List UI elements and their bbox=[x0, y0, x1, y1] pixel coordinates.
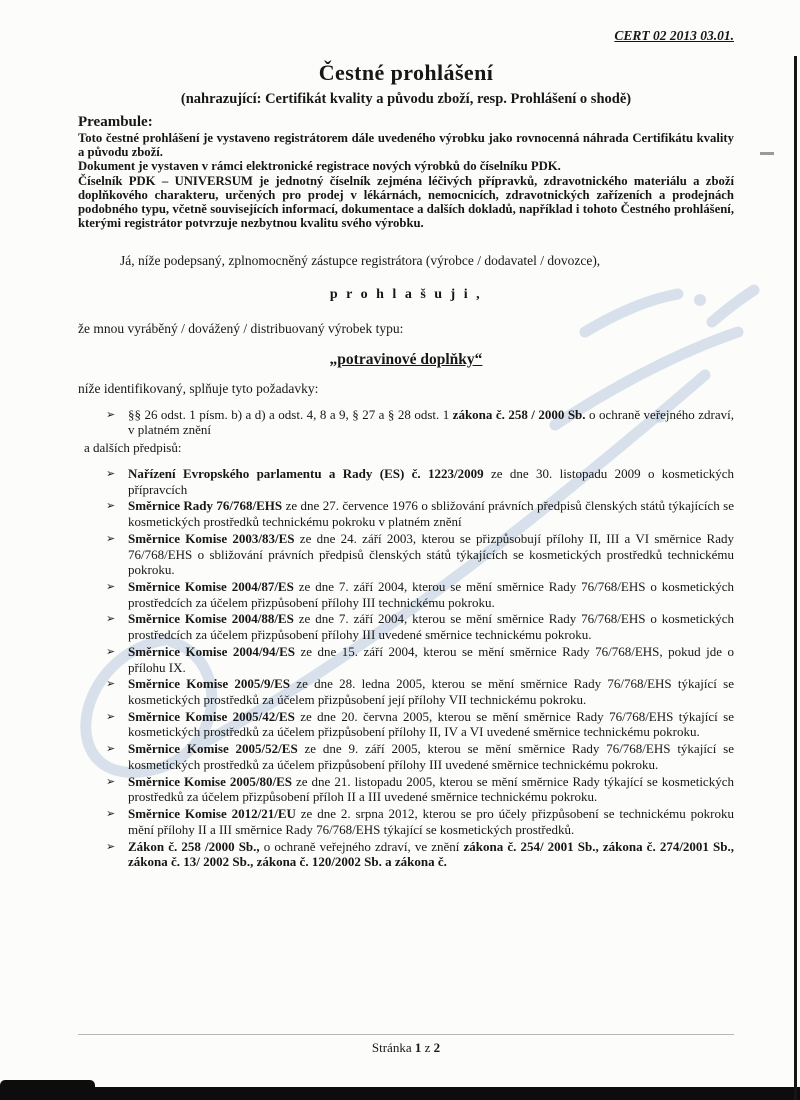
text-segment: ze dne 9. září 2005, kterou se mění směrnice Rady 76/768/EHS týkající se kosmetických prostředků za účelem přizpůsobení přílohy III uvedené směrnice technickému pokroku. bbox=[128, 741, 734, 772]
text-segment: 2 bbox=[433, 1040, 441, 1055]
declaration-verb: p r o h l a š u j i , bbox=[329, 286, 483, 302]
arrow-bullet-icon: ➢ bbox=[106, 580, 116, 593]
requirement-text bbox=[128, 611, 734, 642]
footer-page-number bbox=[78, 1034, 734, 1056]
text-segment: Směrnice Komise 2003/83/ES bbox=[128, 530, 295, 546]
product-line: že mnou vyráběný / dovážený / distribuovaný výrobek typu: bbox=[78, 320, 404, 336]
requirement-item bbox=[106, 644, 734, 675]
text-segment: ze dne 20. června 2005, kterou se mění směrnice Rady 76/768/EHS týkající se kosmetických prostředků za účelem přizpůsobení přílohy II, IV a VI uvedené směrnice technickému pokroku. bbox=[128, 708, 734, 740]
scan-artifact-right-edge bbox=[794, 56, 797, 1100]
requirement-item bbox=[106, 741, 734, 772]
requirement-text bbox=[128, 741, 734, 772]
text-segment: ze dne 30. listopadu 2009 o kosmetických přípravcích bbox=[128, 465, 734, 497]
text-segment: Směrnice Komise 2005/42/ES bbox=[128, 708, 295, 724]
regulations-list bbox=[78, 466, 734, 870]
requirement-text bbox=[128, 644, 734, 675]
text-segment: zákona č. 254/ 2001 Sb., zákona č. 274/2001 Sb., zákona č. 13/ 2002 Sb., zákona č. 120/2002 Sb. a zákona č. bbox=[128, 838, 734, 870]
preamble-paragraph: Číselník PDK – UNIVERSUM je jednotný číselník zejména léčivých přípravků, zdravotnického materiálu a zboží doplňkového charakteru, určených pro prodej v lékárnách, nemocnicích, zdravotnických zařízeních a prodejnách podobného typu, včetně souvisejících informací, dokumentace a dalších dokladů, například i tohoto Čestného prohlášení, kterými registrátor potvrzuje nezbytnou kvalitu svého výrobku. bbox=[78, 173, 734, 231]
document-ref: CERT 02 2013 03.01. bbox=[614, 28, 734, 43]
text-segment: Směrnice Komise 2004/94/ES bbox=[128, 643, 295, 659]
text-segment: ze dne 27. července 1976 o sbližování právních předpisů členských států týkajících se kosmetických prostředků technickému pokroku v platném znění bbox=[128, 498, 734, 530]
text-segment: zákona č. 258 / 2000 Sb. bbox=[452, 406, 586, 422]
text-segment: Směrnice Komise 2005/52/ES bbox=[128, 741, 298, 757]
arrow-bullet-icon: ➢ bbox=[106, 407, 116, 421]
requirement-text bbox=[128, 806, 734, 837]
arrow-bullet-icon: ➢ bbox=[106, 466, 116, 480]
text-segment: Směrnice Komise 2005/80/ES bbox=[128, 773, 292, 789]
arrow-bullet-icon: ➢ bbox=[106, 677, 116, 691]
requirement-text bbox=[128, 709, 734, 740]
arrow-bullet-icon: ➢ bbox=[106, 742, 116, 756]
text-segment: o ochraně veřejného zdraví, v platném znění bbox=[128, 406, 735, 438]
requirement-text bbox=[128, 466, 734, 497]
requirement-text bbox=[128, 407, 734, 438]
requirement-item bbox=[106, 774, 734, 805]
text-segment: Směrnice Rady 76/768/EHS bbox=[128, 498, 283, 514]
document-title: Čestné prohlášení bbox=[318, 60, 494, 85]
text-segment: ze dne 24. září 2003, kterou se přizpůsobují přílohy II, III a VI směrnice Rady 76/768/EHS o sbližování právních předpisů členských států týkajících se kosmetických prostředků technickému pokroku. bbox=[128, 530, 734, 578]
arrow-bullet-icon: ➢ bbox=[106, 709, 116, 723]
text-segment: ze dne 7. září 2004, kterou se mění směrnice Rady 76/768/EHS o kosmetických prostředcích za účelem přizpůsobení přílohy III uvedené směrnice technickému pokroku. bbox=[128, 611, 734, 643]
requirement-text bbox=[128, 839, 734, 870]
text-segment: Nařízení Evropského parlamentu a Rady (ES) č. 1223/2009 bbox=[128, 465, 484, 481]
text-segment: Směrnice Komise 2005/9/ES bbox=[128, 676, 291, 692]
text-segment: Zákon č. 258 /2000 Sb., bbox=[128, 838, 260, 854]
requirement-item bbox=[106, 839, 734, 870]
requirements-list bbox=[78, 407, 734, 438]
requirement-item bbox=[106, 611, 734, 642]
text-segment: 1 bbox=[414, 1040, 422, 1055]
text-segment: ze dne 7. září 2004, kterou se mění směrnice Rady 76/768/EHS o kosmetických prostředcích za účelem přizpůsobení přílohy III technickému pokroku. bbox=[128, 579, 734, 610]
arrow-bullet-icon: ➢ bbox=[106, 499, 116, 513]
preamble-paragraph: Dokument je vystaven v rámci elektronické registrace nových výrobků do číselníku PDK. bbox=[78, 159, 561, 174]
requirement-item bbox=[106, 579, 734, 610]
preamble-heading: Preambule: bbox=[78, 114, 153, 130]
product-type: „potravinové doplňky“ bbox=[329, 350, 483, 368]
document-subtitle: (nahrazující: Certifikát kvality a původu zboží, resp. Prohlášení o shodě) bbox=[180, 91, 632, 107]
text-segment: ze dne 15. září 2004, kterou se mění směrnice Rady 76/768/EHS, pokud jde o přílohu IX. bbox=[128, 643, 734, 675]
more-regulations-label: a dalších předpisů: bbox=[84, 439, 182, 455]
scan-artifact-margin-dash bbox=[760, 152, 774, 155]
text-segment: o ochraně veřejného zdraví, ve znění bbox=[259, 838, 464, 854]
requirement-item bbox=[106, 466, 734, 497]
requirement-item bbox=[106, 806, 734, 837]
text-segment: ze dne 28. ledna 2005, kterou se mění směrnice Rady 76/768/EHS týkající se kosmetických prostředků za účelem přizpůsobení její přílohy VII technickému pokroku. bbox=[128, 676, 734, 708]
requirement-text bbox=[128, 531, 734, 578]
requirement-item bbox=[106, 407, 734, 438]
arrow-bullet-icon: ➢ bbox=[106, 644, 116, 658]
requirement-item bbox=[106, 676, 734, 707]
text-segment: Směrnice Komise 2004/87/ES bbox=[128, 579, 294, 594]
requirement-text bbox=[128, 676, 734, 707]
requirement-item bbox=[106, 498, 734, 529]
text-segment: §§ 26 odst. 1 písm. b) a d) a odst. 4, 8 a 9, § 27 a § 28 odst. 1 bbox=[128, 406, 453, 422]
arrow-bullet-icon: ➢ bbox=[106, 531, 116, 545]
declaration-intro: Já, níže podepsaný, zplnomocněný zástupce registrátora (výrobce / dodavatel / dovozce), bbox=[120, 252, 601, 268]
requirement-text bbox=[128, 774, 734, 805]
requirement-item bbox=[106, 709, 734, 740]
text-segment: ze dne 21. listopadu 2005, kterou se mění směrnice Rady týkající se kosmetických prostředků za účelem přizpůsobení příloh II a III uvedené směrnice technickému pokroku. bbox=[128, 773, 734, 805]
preamble-paragraph: Toto čestné prohlášení je vystaveno registrátorem dále uvedeného výrobku jako rovnocenná náhrada Certifikátu kvality a původu zboží. bbox=[78, 131, 734, 160]
requirement-text bbox=[128, 579, 734, 610]
requirements-line: níže identifikovaný, splňuje tyto požadavky: bbox=[78, 380, 319, 396]
scan-artifact-corner-blob bbox=[0, 1080, 95, 1100]
text-segment: Stránka bbox=[371, 1040, 415, 1055]
text-segment: ze dne 2. srpna 2012, kterou se pro účely přizpůsobení se technickému pokroku mění přílohy II a III směrnice Rady 76/768/EHS týkající se kosmetických prostředků. bbox=[128, 806, 734, 837]
arrow-bullet-icon: ➢ bbox=[106, 839, 116, 853]
arrow-bullet-icon: ➢ bbox=[106, 807, 116, 821]
preamble-block bbox=[78, 131, 734, 231]
scan-artifact-bottom-bar bbox=[0, 1087, 800, 1100]
arrow-bullet-icon: ➢ bbox=[106, 774, 116, 788]
text-segment: Směrnice Komise 2004/88/ES bbox=[128, 611, 294, 627]
requirement-item bbox=[106, 531, 734, 578]
requirement-text bbox=[128, 498, 734, 529]
text-segment: Směrnice Komise 2012/21/EU bbox=[128, 806, 296, 822]
arrow-bullet-icon: ➢ bbox=[106, 612, 116, 626]
text-segment: z bbox=[421, 1040, 434, 1055]
